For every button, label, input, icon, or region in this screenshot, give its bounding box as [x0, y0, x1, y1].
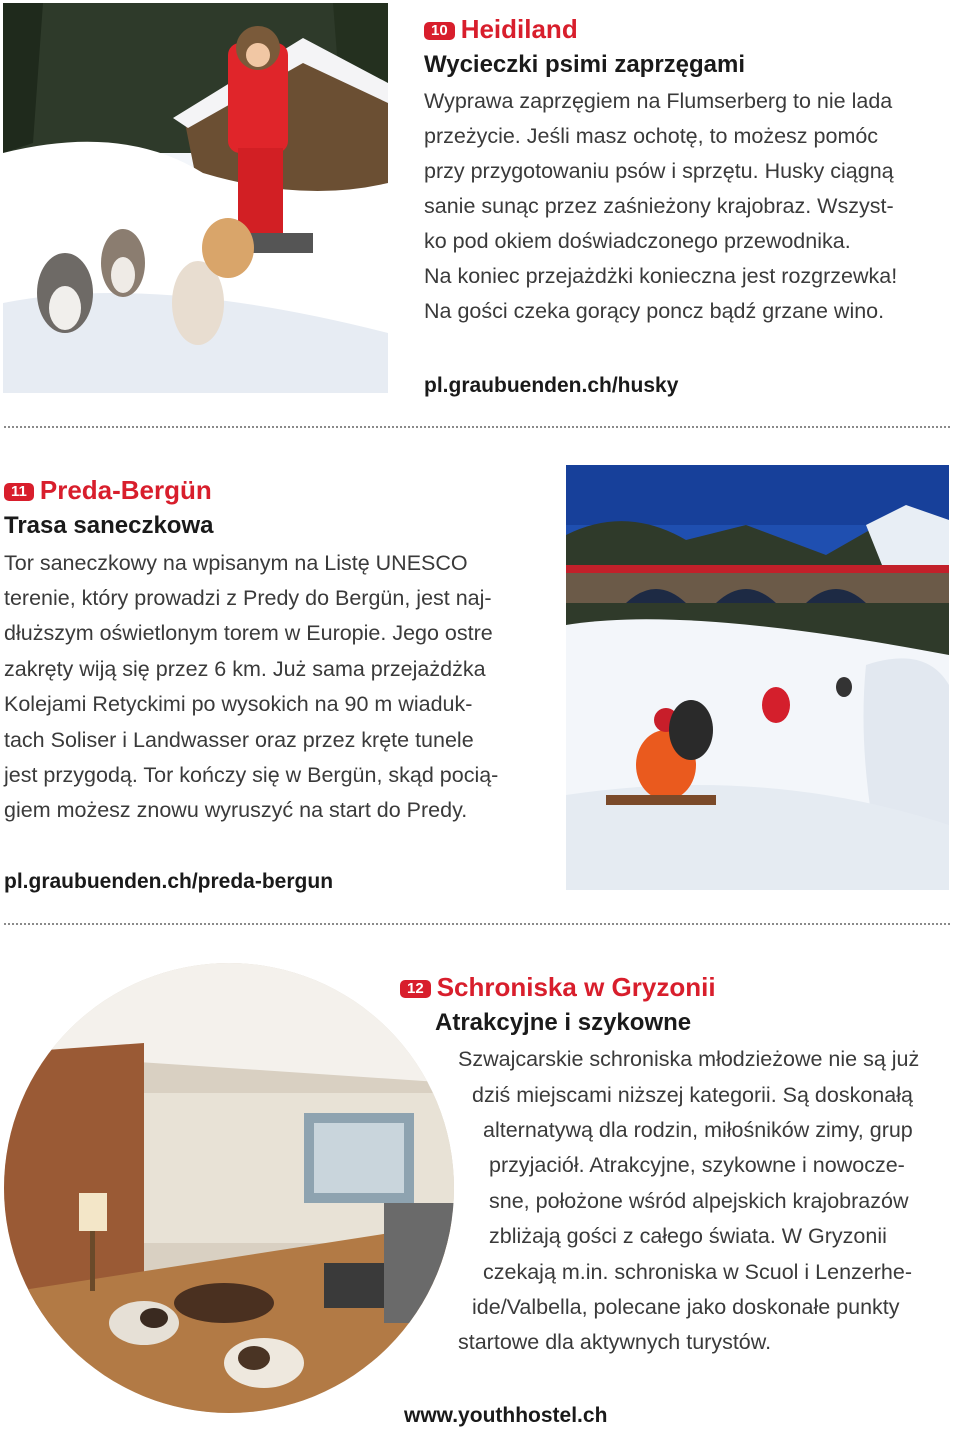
section-12-number-badge: 12	[400, 980, 431, 998]
section-11-subtitle: Trasa saneczkowa	[4, 512, 214, 539]
section-10-number-badge: 10	[424, 22, 455, 40]
section-11-title-text: Preda-Bergün	[39, 475, 212, 505]
section-11-text-line: jest przygodą. Tor kończy się w Bergün, skąd pocią-	[4, 763, 499, 787]
section-11-text-line: Kolejami Retyckimi po wysokich na 90 m wiaduk-	[4, 692, 473, 716]
husky-sled-photo	[3, 3, 388, 393]
section-12-text-line: Szwajcarskie schroniska młodzieżowe nie są już	[458, 1047, 920, 1071]
section-12-text-line: ide/Valbella, polecane jako doskonałe punkty	[472, 1295, 900, 1319]
section-11-text-line: terenie, który prowadzi z Predy do Bergün, jest naj-	[4, 586, 492, 610]
section-10-title	[424, 14, 578, 45]
section-12-text-line: alternatywą dla rodzin, miłośników zimy, grup	[483, 1118, 913, 1142]
section-divider	[4, 426, 950, 428]
section-11-text-line: giem możesz znowu wyruszyć na start do Predy.	[4, 798, 468, 822]
section-12-title-text: Schroniska w Gryzonii	[436, 972, 716, 1002]
section-10-text-line: przy przygotowaniu psów i sprzętu. Husky ciągną	[424, 159, 894, 183]
section-12-text-line: startowe dla aktywnych turystów.	[458, 1330, 772, 1354]
youth-hostel-lounge-photo	[4, 963, 454, 1413]
section-10-text-line: sanie sunąc przez zaśnieżony krajobraz. Wszyst-	[424, 194, 894, 218]
section-10-text-line: Wyprawa zaprzęgiem na Flumserberg to nie lada	[424, 89, 893, 113]
section-12-text-line: dziś miejscami niższej kategorii. Są doskonałą	[472, 1083, 913, 1107]
section-10-text-line: przeżycie. Jeśli masz ochotę, to możesz pomóc	[424, 124, 879, 148]
sledding-viaduct-photo	[566, 465, 949, 890]
section-10-subtitle: Wycieczki psimi zaprzęgami	[424, 51, 746, 78]
section-11-text-line: Tor saneczkowy na wpisanym na Listę UNESCO	[4, 551, 468, 575]
section-10-text-line: Na gości czeka gorący poncz bądź grzane wino.	[424, 299, 885, 323]
section-12-text-line: czekają m.in. schroniska w Scuol i Lenzerhe-	[483, 1260, 912, 1284]
section-12-link[interactable]: www.youthhostel.ch	[404, 1404, 608, 1427]
section-11-text-line: dłuższym oświetlonym torem w Europie. Jego ostre	[4, 621, 493, 645]
section-10-link[interactable]: pl.graubuenden.ch/husky	[424, 374, 679, 397]
section-10-text-line: ko pod okiem doświadczonego przewodnika.	[424, 229, 851, 253]
section-11-number-badge: 11	[4, 483, 34, 501]
section-10-text-line: Na koniec przejażdżki konieczna jest rozgrzewka!	[424, 264, 898, 288]
section-12-text-line: przyjaciół. Atrakcyjne, szykowne i nowocze-	[489, 1153, 905, 1177]
section-12-text-line: sne, położone wśród alpejskich krajobrazów	[489, 1189, 909, 1213]
section-12-subtitle: Atrakcyjne i szykowne	[435, 1009, 692, 1036]
section-11-title	[4, 475, 212, 506]
section-10-title-text: Heidiland	[460, 14, 578, 44]
section-11-text-line: zakręty wiją się przez 6 km. Już sama przejażdżka	[4, 657, 486, 681]
section-divider	[4, 923, 950, 925]
section-12-title	[400, 972, 716, 1003]
section-12-text-line: zbliżają gości z całego świata. W Gryzonii	[489, 1224, 887, 1248]
section-11-link[interactable]: pl.graubuenden.ch/preda-bergun	[4, 870, 334, 893]
section-11-text-line: tach Soliser i Landwasser oraz przez kręte tunele	[4, 728, 474, 752]
